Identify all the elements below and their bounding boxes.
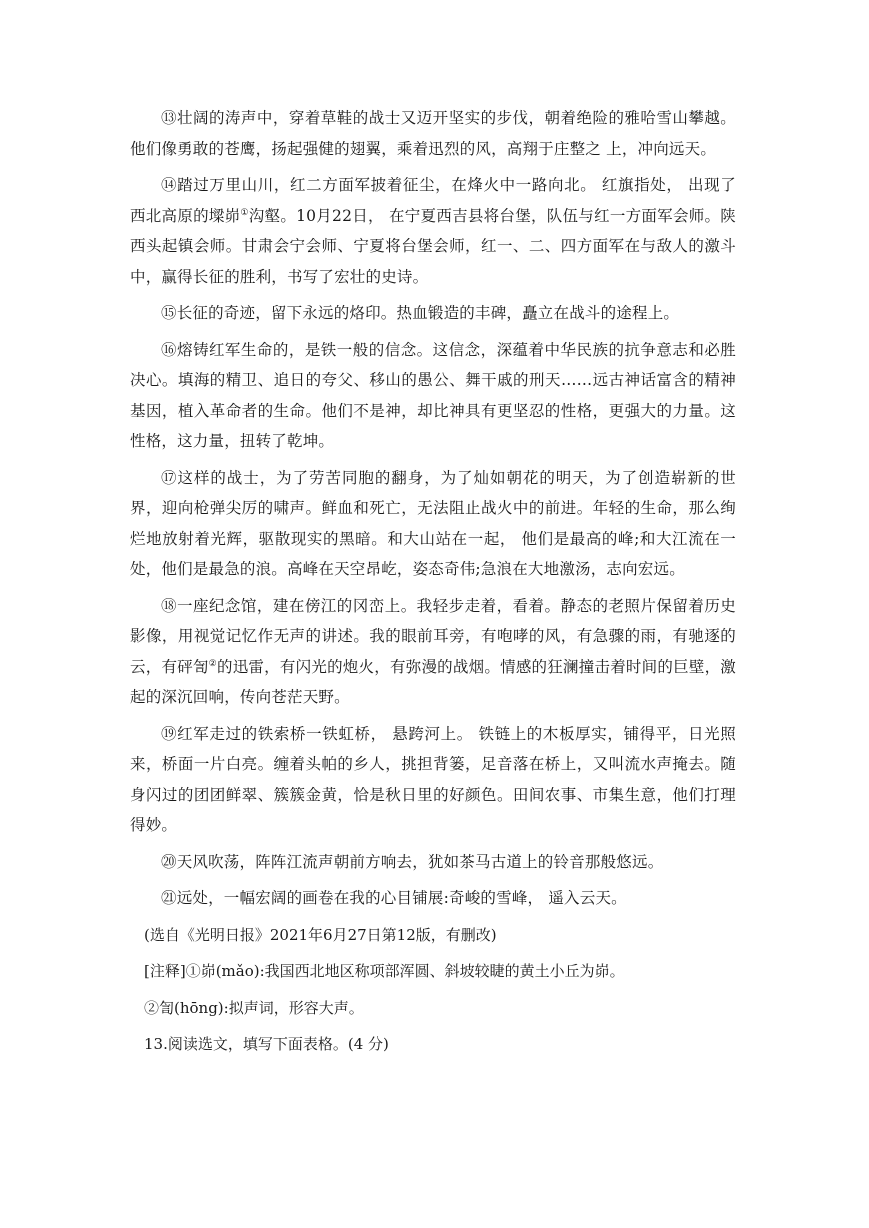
paragraph-20: ⑳天风吹荡，阵阵江流声朝前方响去，犹如茶马古道上的铃音那般悠远。 [161,852,664,871]
paragraph-17: ⑰这样的战士，为了劳苦同胞的翻身，为了灿如朝花的明天，为了创造崭新的世界，迎向枪弹尖厉的啸声。鲜血和死亡，无法阻止战火中的前进。年轻的生命，那么绚烂地放射着光辉，驱散现实的黑暗。和大山站在一起， 他们是最高的峰;和大江流在一处，他们是最急的浪。高峰在天空昂屹，姿态奇伟;急浪在大地激汤，志向宏远。 [130,468,736,578]
paragraph-18-text-a: ⑱一座纪念馆，建在傍江的冈峦上。我轻步走着，看着。静态的老照片保留着历史影像，用视觉记忆作无声的讲述。我的眼前耳旁，有咆哮的风，有急骤的雨，有驰逐的云，有砰訇 [130,596,736,676]
paragraph-15: ⑮长征的奇迹，留下永远的烙印。热血锻造的丰碑，矗立在战斗的途程上。 [161,304,680,322]
source-citation: (选自《光明日报》2021年6月27日第12版，有删改) [144,925,497,944]
question-13: 13.阅读选文，填写下面表格。(4 分) [144,1035,389,1053]
paragraph-14-text-b: 沟壑。10月22日， 在宁夏西吉县将台堡，队伍与红一方面军会师。陕西头起镇会师。甘肃会宁会师、宁夏将台堡会师，红一、二、四方面军在与敌人的激斗中，赢得长征的胜利，书写了宏壮的史诗。 [130,206,736,286]
footnote-2: ②訇(hōng):拟声词，形容大声。 [144,998,364,1017]
paragraph-18 [130,591,736,713]
paragraph-14-text-a: ⑭踏过万里山川，红二方面军披着征尘，在烽火中一路向北。 红旗指处， 出现了西北高原的墚峁 [130,176,736,225]
paragraph-21: ㉑远处，一幅宏阔的画卷在我的心目铺展:奇峻的雪峰， 遥入云天。 [161,889,627,907]
footnote-marker-2: ② [208,658,217,669]
article-body [130,103,736,1066]
paragraph-16: ⑯熔铸红军生命的，是铁一般的信念。这信念，深蕴着中华民族的抗争意志和必胜决心。填海的精卫、追日的夸父、移山的愚公、舞干戚的刑天……远古神话富含的精神基因，植入革命者的生命。他们不是神，却比神具有更坚忍的性格，更强大的力量。这性格，这力量，扭转了乾坤。 [130,340,736,450]
footnote-marker-1: ① [240,207,249,218]
paragraph-14 [130,170,736,292]
paragraph-18-text-b: 的迅雷，有闪光的炮火，有弥漫的战烟。情感的狂澜撞击着时间的巨壁，激起的深沉回响，传向苍茫天野。 [130,657,736,706]
footnote-1: [注释]①峁(mǎo):我国西北地区称项部浑圆、斜坡较睫的黄土小丘为峁。 [144,962,625,980]
paragraph-13: ⑬壮阔的涛声中，穿着草鞋的战士又迈开坚实的步伐，朝着绝险的雅哈雪山攀越。他们像勇敢的苍鹰，扬起强健的翅翼，乘着迅烈的风，高翔于庄整之 上，冲向远天。 [130,109,736,158]
paragraph-19: ⑲红军走过的铁索桥一铁虹桥， 悬跨河上。 铁链上的木板厚实，铺得平，日光照来，桥面一片白亮。缠着头帕的乡人，挑担背篓，足音落在桥上，又叫流水声掩去。随身闪过的团团鲜翠、簇簇金黄，恰是秋日里的好颜色。田间农事、市集生意，他们打理得妙。 [130,724,736,834]
